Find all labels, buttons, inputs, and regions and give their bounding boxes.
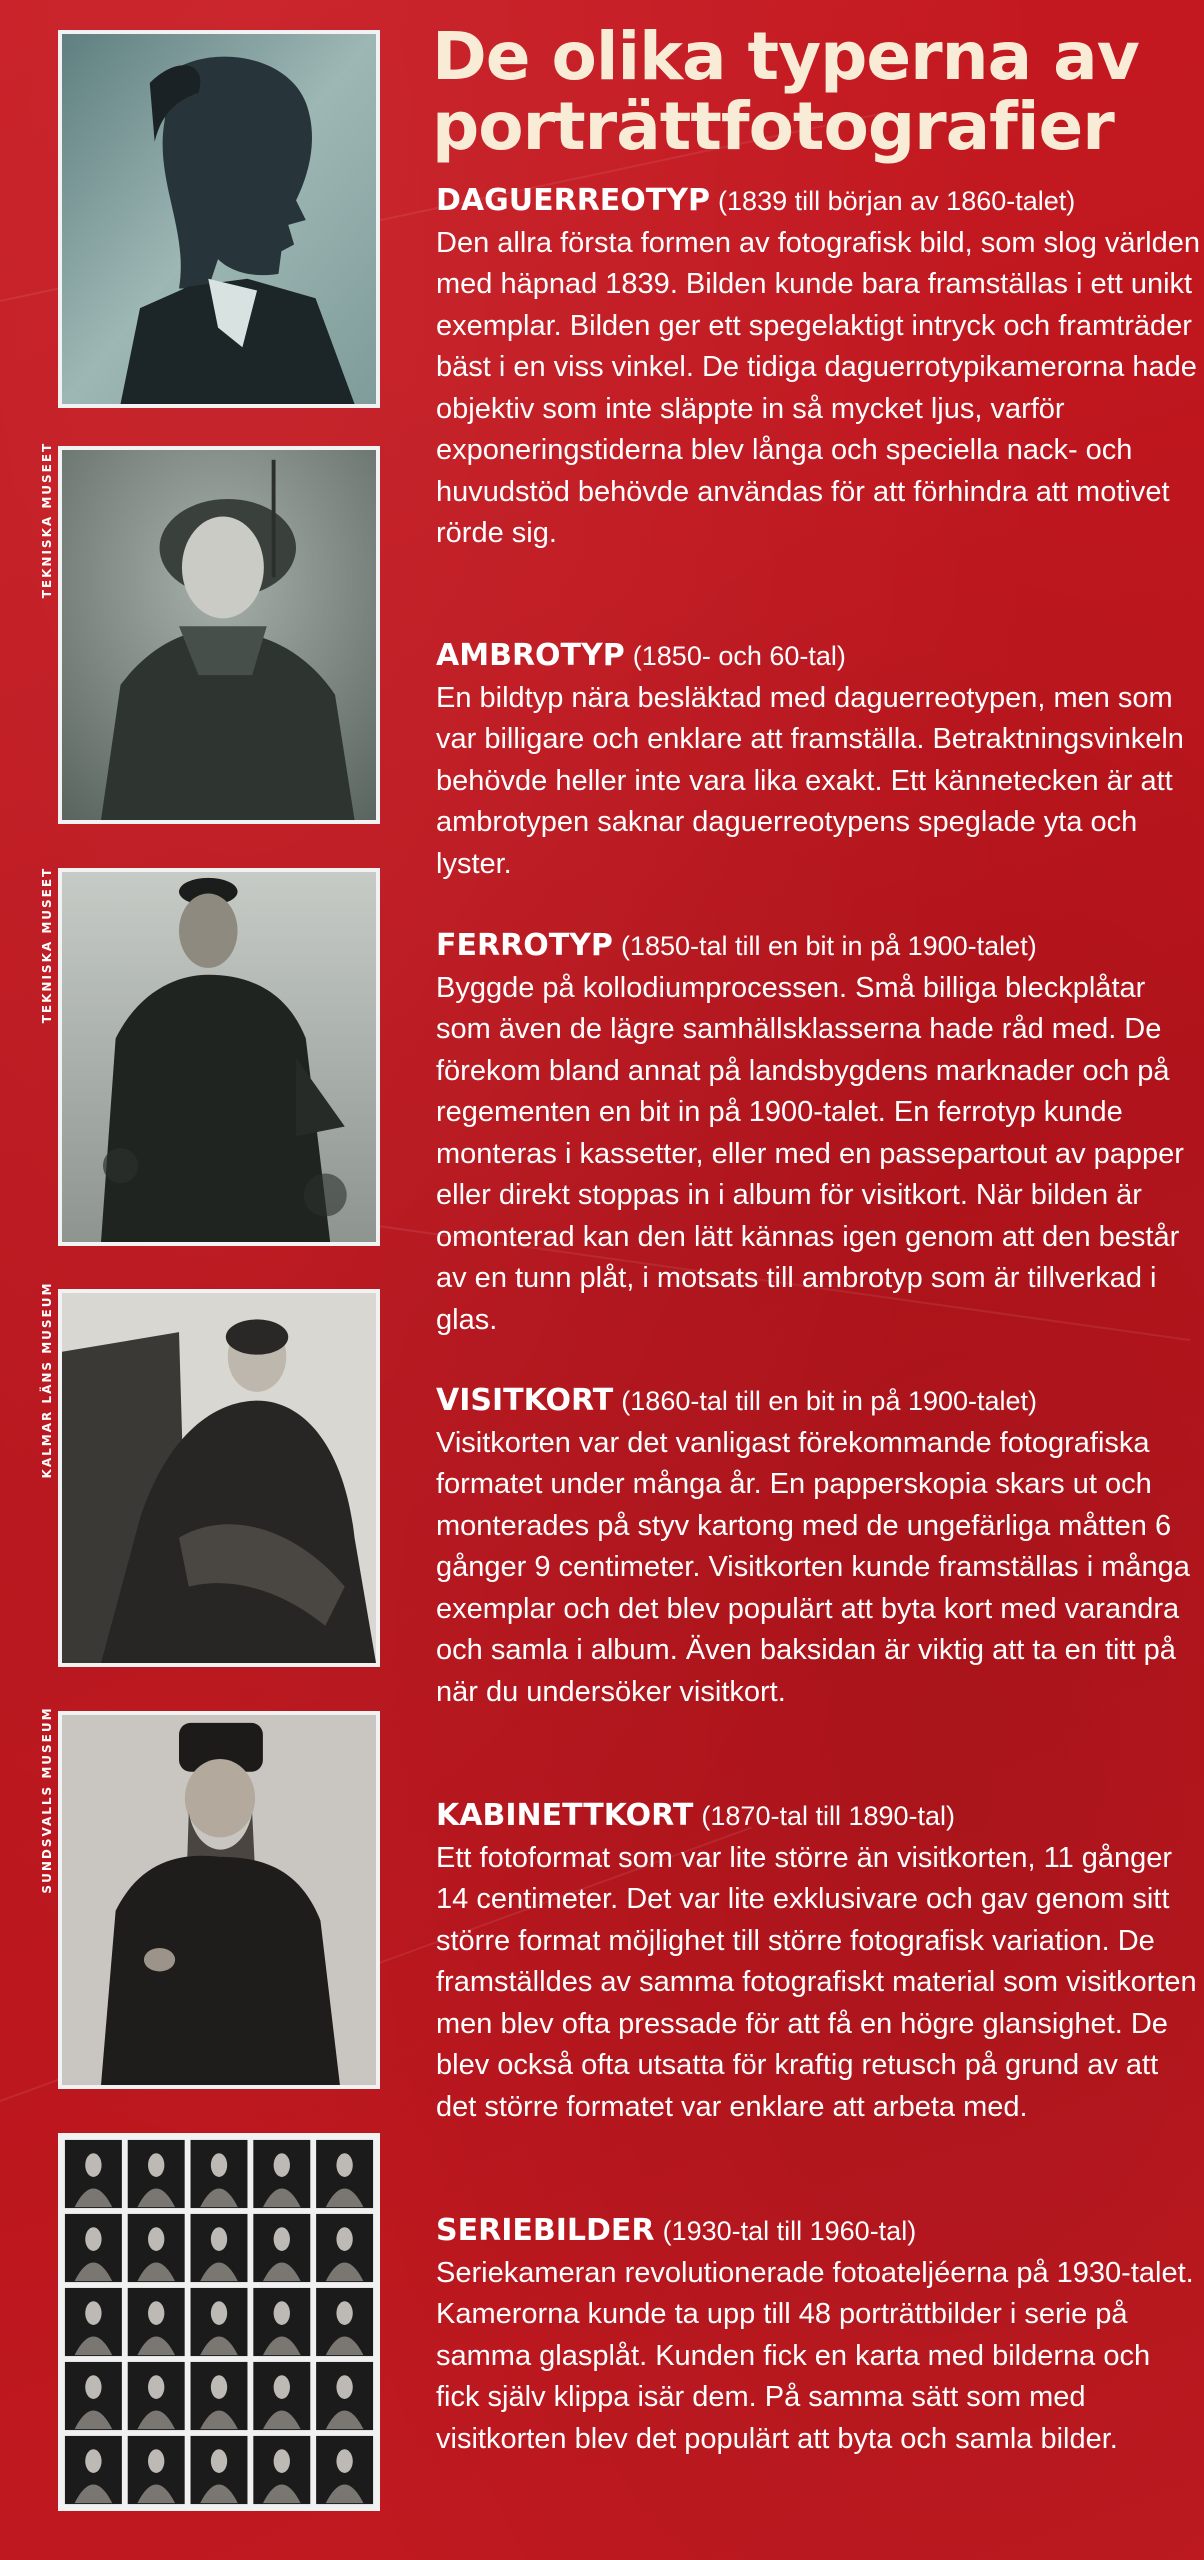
- section-text: Byggde på kollodiumprocessen. Små billiga bleckplåtar som även de lägre samhällsklasserna hade råd med. De förekom bland annat på landsbygdens marknader och på regementen en bit in på 1900-talet. En ferrotyp kunde monteras i kassetter, eller med en passepartout av papper eller direkt stoppas in i album för visitkort. När bilden är omonterad kan den lätt kännas igen genom att den består av en tunn plåt, i motsats till ambrotyp som är tillverkad i glas.: [436, 971, 1184, 1336]
- serial-portrait-frame: [191, 2140, 248, 2208]
- serial-portrait-frame: [253, 2288, 310, 2356]
- ferrotype-photo: [58, 868, 380, 1246]
- section-kabinettkort: [436, 1795, 1200, 2128]
- serial-portrait-frame: [128, 2140, 185, 2208]
- photo-credit: SUNDSVALLS MUSEUM: [40, 1706, 54, 1894]
- section-text: Ett fotoformat som var lite större än visitkorten, 11 gånger 14 centimeter. Det var lite exklusivare och gav genom sitt större format möjlighet till större fotografisk variation. De framställdes av samma fotografiskt material som visitkorten men blev ofta pressade för att få en högre glansighet. De blev också ofta utsatta för kraftig retusch på grund av att det större formatet var enklare att arbeta med.: [436, 1841, 1197, 2123]
- photo-credit: KALMAR LÄNS MUSEUM: [40, 1281, 54, 1479]
- photo-credit: TEKNISKA MUSEET: [40, 866, 54, 1024]
- section-date: (1860-tal till en bit in på 1900-talet): [621, 1386, 1038, 1416]
- section-date: (1839 till början av 1860-talet): [718, 186, 1076, 216]
- section-ambrotyp: [436, 635, 1200, 885]
- section-ferrotyp: [436, 925, 1200, 1341]
- section-daguerreotyp: [436, 180, 1200, 555]
- section-seriebilder: [436, 2210, 1200, 2460]
- section-heading: FERROTYP: [436, 928, 613, 963]
- serial-portrait-frame: [253, 2140, 310, 2208]
- section-heading: KABINETTKORT: [436, 1798, 694, 1833]
- serial-portrait-frame: [65, 2288, 122, 2356]
- serial-portrait-frame: [253, 2436, 310, 2504]
- serial-portrait-frame: [316, 2362, 373, 2430]
- serial-portrait-frame: [316, 2214, 373, 2282]
- section-date: (1850- och 60-tal): [632, 641, 846, 671]
- serial-portrait-frame: [65, 2214, 122, 2282]
- section-heading: SERIEBILDER: [436, 2213, 655, 2248]
- serial-portrait-frame: [316, 2140, 373, 2208]
- serial-portrait-frame: [191, 2288, 248, 2356]
- serial-portrait-frame: [128, 2362, 185, 2430]
- serial-portrait-frame: [316, 2436, 373, 2504]
- serial-portrait-frame: [65, 2140, 122, 2208]
- section-heading: DAGUERREOTYP: [436, 183, 710, 218]
- daguerreotype-photo: [58, 30, 380, 408]
- serial-portrait-frame: [128, 2436, 185, 2504]
- section-date: (1870-tal till 1890-tal): [701, 1801, 956, 1831]
- serial-portrait-frame: [65, 2362, 122, 2430]
- section-text: Seriekameran revolutionerade fotoateljéerna på 1930-talet. Kamerorna kunde ta upp till 48 porträttbilder i serie på samma glasplåt. Kunden fick en karta med bilderna och fick själv klippa isär dem. På samma sätt som med visitkorten blev det populärt att byta och samla bilder.: [436, 2256, 1194, 2455]
- seriebilder-photo: [58, 2133, 380, 2511]
- photo-credit: TEKNISKA MUSEET: [40, 441, 54, 599]
- section-text: En bildtyp nära besläktad med daguerreotypen, men som var billigare och enklare att framställa. Betraktningsvinkeln behövde heller inte vara lika exakt. Ett kännetecken är att ambrotypen saknar daguerreotypens speglade yta och lyster.: [436, 681, 1184, 880]
- serial-portrait-frame: [65, 2436, 122, 2504]
- serial-portrait-frame: [253, 2362, 310, 2430]
- section-date: (1850-tal till en bit in på 1900-talet): [620, 931, 1037, 961]
- serial-portrait-frame: [316, 2288, 373, 2356]
- serial-portrait-frame: [128, 2288, 185, 2356]
- serial-portrait-frame: [191, 2214, 248, 2282]
- serial-portrait-frame: [191, 2362, 248, 2430]
- section-text: Visitkorten var det vanligast förekommande fotografiska formatet under många år. En papperskopia skars ut och monterades på styv kartong med de ungefärliga måtten 6 gånger 9 centimeter. Visitkorten kunde framställas i många exemplar och det blev populärt att byta kort med varandra och samla i album. Även baksidan är viktig att ta en titt på när du undersöker visitkort.: [436, 1426, 1190, 1708]
- ambrotype-photo: [58, 446, 380, 824]
- serial-portrait-frame: [253, 2214, 310, 2282]
- page-title: De olika typerna av porträttfotografier: [432, 18, 1139, 165]
- kabinettkort-photo: [58, 1711, 380, 2089]
- section-text: Den allra första formen av fotografisk bild, som slog världen med häpnad 1839. Bilden kunde bara framställas i ett unikt exemplar. Bilden ger ett spegelaktigt intryck och framträder bäst i en viss vinkel. De tidiga daguerrotypikamerorna hade objektiv som inte släppte in så mycket ljus, varför exponeringstiderna blev långa och speciella nack- och huvudstöd behövde användas för att förhindra att motivet rörde sig.: [436, 226, 1201, 549]
- serial-portrait-frame: [191, 2436, 248, 2504]
- section-heading: VISITKORT: [436, 1383, 614, 1418]
- serial-portrait-frame: [128, 2214, 185, 2282]
- section-date: (1930-tal till 1960-tal): [662, 2216, 917, 2246]
- section-heading: AMBROTYP: [436, 638, 625, 673]
- visitkort-photo: [58, 1289, 380, 1667]
- section-visitkort: [436, 1380, 1200, 1713]
